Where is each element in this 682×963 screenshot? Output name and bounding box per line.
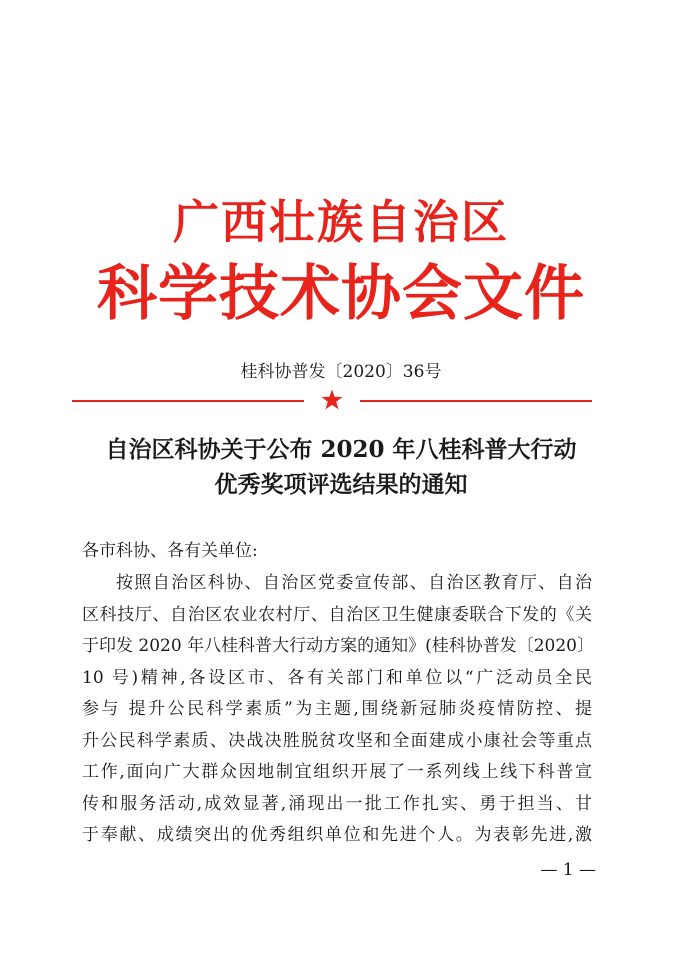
body-paragraph	[82, 568, 592, 852]
divider-line-left	[72, 400, 304, 402]
page-number: — 1 —	[540, 860, 596, 880]
salutation: 各市科协、各有关单位:	[82, 541, 258, 561]
divider-line-right	[360, 400, 592, 402]
body-line: 10 号)精神,各设区市、各有关部门和单位以“广泛动员全民	[82, 667, 592, 688]
document-title	[40, 432, 642, 502]
issuer-name-line1: 广西壮族自治区	[173, 195, 509, 249]
body-line: 于印发 2020 年八桂科普大行动方案的通知》(桂科协普发〔2020〕	[82, 636, 594, 656]
star-icon	[320, 388, 344, 412]
body-line: 于奉献、成绩突出的优秀组织单位和先进个人。为表彰先进,激	[82, 825, 592, 845]
body-line: 升公民科学素质、决战决胜脱贫攻坚和全面建成小康社会等重点	[82, 730, 592, 751]
body-line: 传和服务活动,成效显著,涌现出一批工作扎实、勇于担当、甘	[82, 793, 592, 814]
title-line2: 优秀奖项评选结果的通知	[214, 471, 468, 498]
body-line: 参与 提升公民科学素质”为主题,围绕新冠肺炎疫情防控、提	[82, 699, 592, 719]
body-line: 按照自治区科协、自治区党委宣传部、自治区教育厅、自治	[116, 573, 592, 593]
body-line: 工作,面向广大群众因地制宜组织开展了一系列线上线下科普宣	[82, 762, 592, 782]
document-number: 桂科协普发〔2020〕36号	[240, 362, 442, 382]
issuer-name-line2: 科学技术协会文件	[97, 259, 585, 329]
red-divider	[72, 388, 592, 414]
title-line1: 自治区科协关于公布 2020 年八桂科普大行动	[105, 436, 577, 463]
body-line: 区科技厅、自治区农业农村厅、自治区卫生健康委联合下发的《关	[82, 604, 592, 625]
